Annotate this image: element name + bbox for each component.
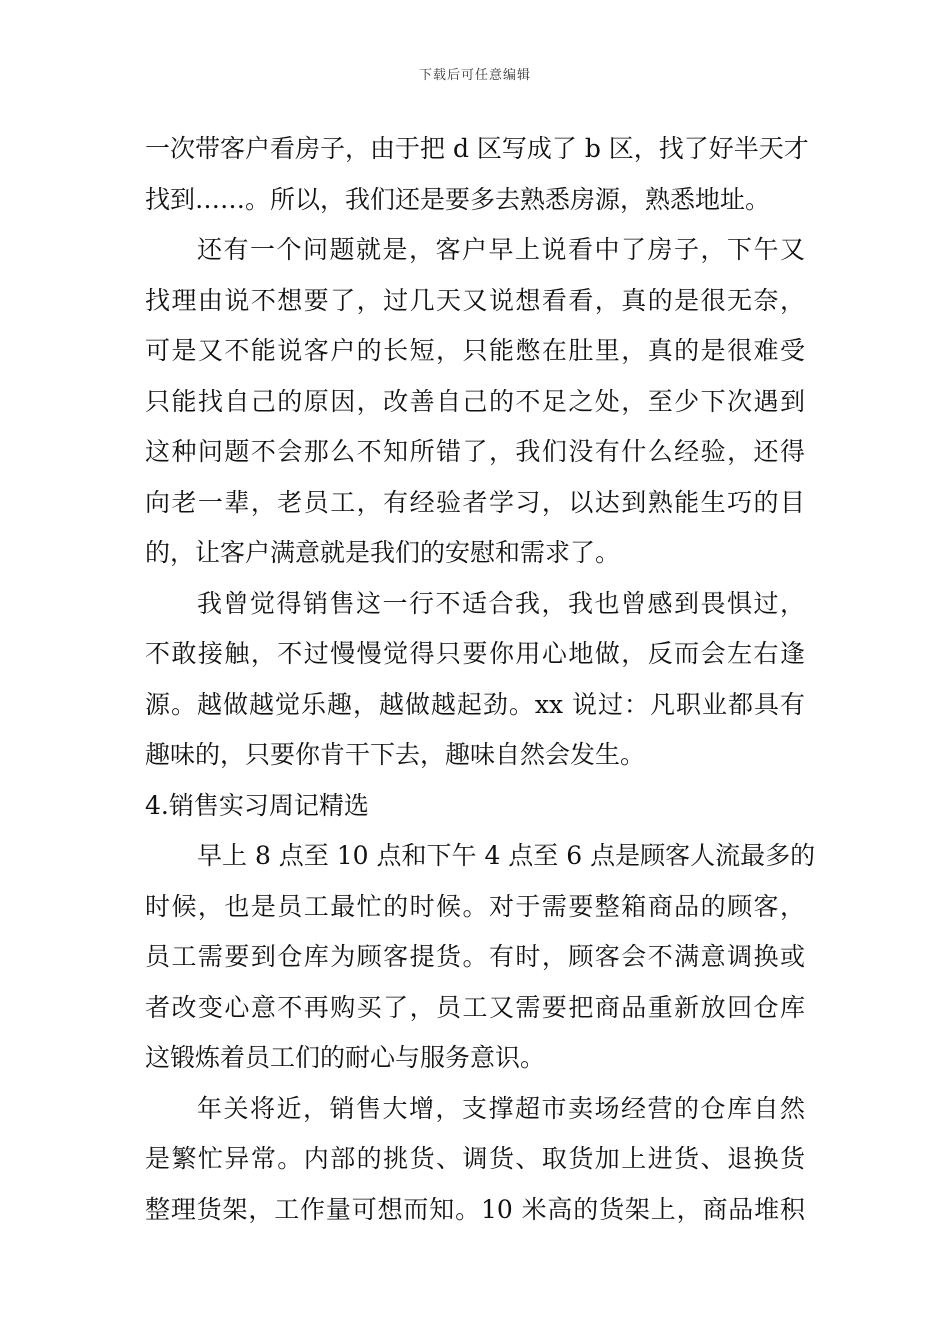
text-line: 时候，也是员工最忙的时候。对于需要整箱商品的顾客， — [145, 891, 805, 921]
text-line: 还有一个问题就是，客户早上说看中了房子，下午又 — [197, 235, 805, 264]
text-line: 这锻炼着员工们的耐心与服务意识。 — [145, 1043, 546, 1072]
text-line: 这种问题不会那么不知所错了，我们没有什么经验，还得 — [145, 437, 805, 466]
text-line: 趣味的，只要你肯干下去，趣味自然会发生。 — [145, 740, 646, 769]
text-line: 找理由说不想要了，过几天又说想看看，真的是很无奈， — [145, 285, 805, 315]
text-line: 可是又不能说客户的长短，只能憋在肚里，真的是很难受 — [145, 336, 805, 365]
section-heading: 4.销售实习周记精选 — [145, 790, 369, 820]
page-header-note: 下载后可任意编辑 — [418, 68, 531, 83]
text-line: 我曾觉得销售这一行不适合我，我也曾感到畏惧过， — [197, 588, 805, 618]
text-line: 员工需要到仓库为顾客提货。有时，顾客会不满意调换或 — [145, 942, 805, 971]
text-line: 一次带客户看房子，由于把 d 区写成了 b 区，找了好半天才 — [145, 134, 809, 163]
text-line: 向老一辈，老员工，有经验者学习，以达到熟能生巧的目 — [145, 487, 805, 517]
text-line: 找到……。所以，我们还是要多去熟悉房源，熟悉地址。 — [145, 184, 771, 214]
document-body — [145, 124, 816, 1235]
text-line: 整理货架，工作量可想而知。10 米高的货架上，商品堆积 — [145, 1194, 805, 1224]
text-line: 只能找自己的原因，改善自己的不足之处，至少下次遇到 — [145, 386, 805, 416]
text-line: 年关将近，销售大增，支撑超市卖场经营的仓库自然 — [197, 1093, 805, 1123]
text-line: 的，让客户满意就是我们的安慰和需求了。 — [145, 538, 621, 567]
text-line: 者改变心意不再购买了，员工又需要把商品重新放回仓库 — [145, 992, 805, 1022]
text-line: 源。越做越觉乐趣，越做越起劲。xx 说过：凡职业都具有 — [145, 689, 805, 719]
text-line: 早上 8 点至 10 点和下午 4 点至 6 点是顾客人流最多的 — [197, 841, 816, 870]
text-line: 是繁忙异常。内部的挑货、调货、取货加上进货、退换货 — [145, 1144, 805, 1173]
text-line: 不敢接触，不过慢慢觉得只要你用心地做，反而会左右逢 — [145, 639, 805, 668]
